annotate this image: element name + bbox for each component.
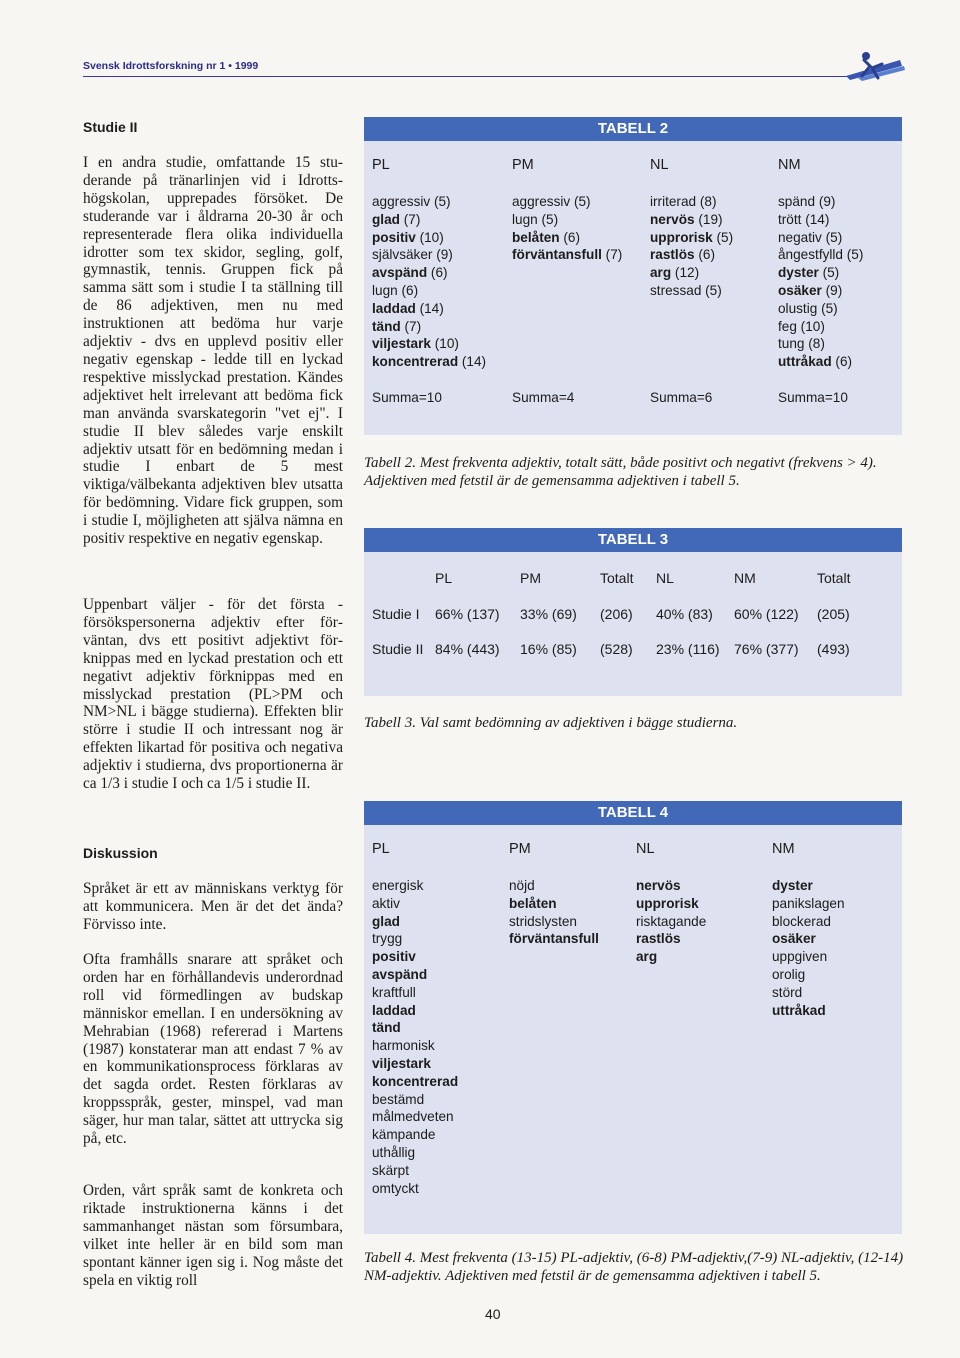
adjective-item — [372, 913, 458, 931]
adjective-frequency: (5) — [712, 229, 734, 245]
adjective-item — [372, 1019, 458, 1037]
adjective-frequency: (12) — [671, 265, 700, 281]
tabell-2-sum-pm: Summa=4 — [512, 390, 575, 405]
adjective-word: uppgiven — [772, 949, 828, 965]
adjective-item — [372, 282, 486, 300]
adjective-item — [372, 930, 458, 948]
adjective-frequency: (9) — [432, 247, 453, 263]
adjective-item — [372, 877, 458, 895]
adjective-frequency: (14) — [801, 211, 830, 227]
tabell-3-cell: (528) — [600, 641, 633, 657]
adjective-item — [772, 984, 845, 1002]
adjective-item — [372, 246, 486, 264]
studie2-section — [83, 119, 343, 135]
tabell-3-cell: 66% (137) — [435, 606, 500, 622]
tabell-3-caption-label: Tabell 3. — [364, 715, 416, 731]
adjective-word: dyster — [778, 265, 819, 281]
adjective-word: förväntansfull — [509, 931, 599, 947]
tabell-4-list-nm — [772, 877, 845, 1019]
adjective-item — [512, 229, 622, 247]
tabell-2-col-nm — [778, 157, 801, 175]
adjective-word: feg — [778, 318, 797, 334]
adjective-item — [636, 913, 706, 931]
adjective-word: kraftfull — [372, 984, 416, 1000]
adjective-item — [778, 246, 863, 264]
adjective-word: trygg — [372, 931, 403, 947]
adjective-frequency: (6) — [831, 354, 853, 370]
adjective-word: rastlös — [650, 247, 695, 263]
adjective-word: uthållig — [372, 1144, 416, 1160]
tabell-2-header-nm: NM — [778, 157, 801, 173]
adjective-word: lugn — [512, 211, 538, 227]
journal-header: Svensk Idrottsforskning nr 1 • 1999 — [83, 60, 259, 72]
adjective-frequency: (19) — [694, 211, 723, 227]
adjective-item — [772, 913, 845, 931]
adjective-frequency: (8) — [696, 194, 717, 209]
tabell-4-caption — [364, 1250, 904, 1285]
adjective-word: uttråkad — [778, 354, 832, 370]
tabell-2-title: TABELL 2 — [364, 117, 902, 141]
adjective-frequency: (5) — [818, 265, 840, 281]
adjective-item — [512, 246, 622, 264]
adjective-frequency: (9) — [815, 194, 836, 209]
tabell-4-header-pm — [509, 841, 531, 859]
adjective-item — [509, 913, 599, 931]
adjective-frequency: (7) — [399, 211, 421, 227]
tabell-2-list-nm — [778, 193, 863, 371]
adjective-frequency: (5) — [701, 282, 722, 298]
adjective-frequency: (6) — [397, 282, 419, 298]
diskussion-paragraph-1: Språket är ett av människans verktyg för att kommunicera. Men är det det ända? Förvisso inte. — [83, 880, 343, 933]
adjective-item — [372, 1055, 458, 1073]
adjective-item — [372, 1126, 458, 1144]
adjective-word: risktagande — [636, 913, 707, 929]
adjective-word: uttråkad — [772, 1002, 826, 1018]
adjective-item — [372, 193, 486, 211]
adjective-word: viljestark — [372, 1055, 431, 1071]
adjective-item — [778, 264, 863, 282]
adjective-word: självsäker — [372, 247, 433, 263]
adjective-frequency: (14) — [458, 354, 487, 370]
adjective-word: tänd — [372, 318, 401, 334]
adjective-word: avspänd — [372, 966, 428, 982]
tabell-3-header-totalt-2: Totalt — [817, 570, 851, 586]
adjective-word: nervös — [636, 878, 681, 893]
adjective-word: irriterad — [650, 194, 697, 209]
adjective-word: positiv — [372, 949, 416, 965]
studie2-heading: Studie II — [83, 119, 138, 135]
adjective-word: upprorisk — [650, 229, 713, 245]
tabell-3-cell: 16% (85) — [520, 641, 577, 657]
adjective-word: rastlös — [636, 931, 681, 947]
adjective-word: glad — [372, 211, 400, 227]
tabell-3-cell: 23% (116) — [656, 641, 720, 657]
adjective-word: energisk — [372, 878, 424, 893]
adjective-item — [372, 335, 486, 353]
adjective-word: nervös — [650, 211, 695, 227]
adjective-frequency: (5) — [843, 247, 864, 263]
tabell-3-caption-text: Val samt bedömning av adjektiven i bägge studierna. — [419, 715, 738, 731]
adjective-word: negativ — [778, 229, 822, 245]
tabell-4-header-pl — [372, 841, 390, 859]
adjective-word: kämpande — [372, 1127, 436, 1143]
adjective-word: ångestfylld — [778, 247, 843, 263]
tabell-2-caption-text: Mest frekventa adjektiv, totalt sätt, både positivt och negativt (frekvens > 4). Adjektiven med fetstil är de gemensamma adjektiven i tabell 5. — [364, 455, 877, 489]
adjective-word: harmonisk — [372, 1038, 435, 1054]
tabell-2-col-pm — [512, 157, 534, 175]
adjective-word: stridslysten — [509, 913, 577, 929]
adjective-item — [778, 193, 863, 211]
adjective-item — [372, 318, 486, 336]
adjective-frequency: (5) — [817, 300, 838, 316]
adjective-item — [512, 211, 622, 229]
tabell-3-cell: 84% (443) — [435, 641, 500, 657]
adjective-item — [650, 229, 733, 247]
tabell-3-header-nl: NL — [656, 570, 674, 586]
adjective-word: positiv — [372, 229, 416, 245]
diskussion-body-2 — [83, 951, 343, 1148]
adjective-item — [372, 353, 486, 371]
header-rule — [83, 76, 858, 77]
tabell-4-header-nm-label: NM — [772, 841, 795, 857]
adjective-item — [372, 1073, 458, 1091]
adjective-word: arg — [650, 265, 672, 281]
adjective-item — [372, 1091, 458, 1109]
adjective-item — [636, 895, 706, 913]
adjective-item — [372, 1144, 458, 1162]
tabell-3-header-totalt-1: Totalt — [600, 570, 634, 586]
studie2-body — [83, 154, 343, 548]
tabell-2-header-pl: PL — [372, 157, 390, 173]
tabell-4-header-pl-label: PL — [372, 841, 390, 857]
adjective-item — [372, 1108, 458, 1126]
adjective-frequency: (5) — [570, 194, 591, 209]
tabell-4-header-nm — [772, 841, 795, 859]
diskussion-paragraph-3: Orden, vårt språk samt de konkreta och riktade instruktionerna känns i det sammanhanget nästan som försumbara, vilket inte heller är en bild som man spontant känner igen sig i. Nog måste det spela en viktig roll — [83, 1182, 343, 1289]
adjective-item — [636, 877, 706, 895]
diskussion-body-3 — [83, 1182, 343, 1289]
page-number: 40 — [485, 1306, 501, 1322]
adjective-word: laddad — [372, 300, 416, 316]
adjective-word: panikslagen — [772, 895, 845, 911]
tabell-2-caption — [364, 455, 904, 490]
adjective-word: viljestark — [372, 336, 431, 352]
adjective-item — [650, 193, 733, 211]
adjective-item — [372, 211, 486, 229]
adjective-word: nöjd — [509, 878, 535, 893]
adjective-word: störd — [772, 984, 803, 1000]
adjective-item — [778, 353, 863, 371]
tabell-3 — [364, 528, 902, 696]
adjective-frequency: (8) — [804, 336, 825, 352]
tabell-4-caption-label: Tabell 4. — [364, 1250, 416, 1266]
tabell-3-cell: 60% (122) — [734, 606, 799, 622]
adjective-word: aktiv — [372, 895, 400, 911]
adjective-item — [509, 877, 599, 895]
tabell-2-list-nl — [650, 193, 733, 300]
tabell-2-list-pl — [372, 193, 486, 371]
studie2-body-2 — [83, 596, 343, 793]
tabell-4-title: TABELL 4 — [364, 801, 902, 825]
tabell-3-header-nm: NM — [734, 570, 756, 586]
tabell-2-col-pl — [372, 157, 390, 175]
tabell-3-cell: (493) — [817, 641, 850, 657]
adjective-frequency: (6) — [559, 229, 580, 245]
adjective-word: olustig — [778, 300, 818, 316]
adjective-item — [372, 264, 486, 282]
diskussion-paragraph-2: Ofta framhålls snarare att språket och orden har en förhållandevis underordnad roll vid förmedlingen av budskap människor emellan. I en undersökning av Mehrabian (1968) refererad i Martens (1987) konstaterar man att endast 7 % av en kommunikationsprocess förklaras av det sagda ordet. Resten förklaras av kroppsspråk, gester, minspel, vad man säger, hur man talar, sättet att uttrycka sig på, etc. — [83, 951, 343, 1148]
adjective-item — [772, 895, 845, 913]
adjective-item — [778, 282, 863, 300]
adjective-frequency: (10) — [415, 229, 444, 245]
adjective-frequency: (6) — [427, 265, 448, 281]
adjective-frequency: (5) — [430, 194, 451, 209]
tabell-4-header-nl — [636, 841, 655, 859]
adjective-word: osäker — [778, 282, 822, 298]
adjective-word: belåten — [512, 229, 560, 245]
tabell-4-caption-text: Mest frekventa (13-15) PL-adjektiv, (6-8) PM-adjektiv,(7-9) NL-adjektiv, (12-14) NM-adjektiv. Adjektiven med fetstil är de gemensamma adjektiven i tabell 5. — [364, 1250, 904, 1284]
tabell-4-list-pm — [509, 877, 599, 948]
adjective-word: avspänd — [372, 265, 428, 281]
studie2-paragraph-1: I en andra studie, omfattande 15 studerande på tränarlinjen vid i Idrottshögskolan, upprepades försöket. De studerande var i åldrarna 20-30 år och representerade flera olika individuella idrotter som tex skidor, segling, golf, gymnastik, tennis. Gruppen fick på samma sätt som i studie I ta ställning till de 86 adjektiven, men nu med instruktionen att bedöma hur varje adjektiv - dvs en upplevd positiv eller negativ egenskap - ledde till en lyckad respektive misslyckad prestation. Kändes adjektivet helt irrelevant att bedöma fick man använda svarskategorin "vet ej". I studie II blev således varje enskilt adjektiv utsatt för en bedömning medan i studie I enbart de 5 mest viktiga/välbekanta adjektiven blev utsatta för bedömning. Vidare fick gruppen, som i studie I, möjligheten att själva nämna en positiv respektive en negativ egenskap. — [83, 154, 343, 548]
adjective-word: koncentrerad — [372, 354, 459, 370]
runner-logo-icon — [838, 46, 908, 86]
tabell-2-header-nl: NL — [650, 157, 669, 173]
adjective-item — [650, 211, 733, 229]
tabell-3-cell: 76% (377) — [734, 641, 799, 657]
diskussion-body-1 — [83, 880, 343, 934]
adjective-frequency: (5) — [537, 211, 559, 227]
tabell-4 — [364, 801, 902, 1234]
adjective-word: trött — [778, 211, 802, 227]
diskussion-section — [83, 845, 343, 861]
adjective-item — [372, 948, 458, 966]
adjective-frequency: (10) — [430, 336, 459, 352]
adjective-word: stressad — [650, 282, 702, 298]
diskussion-heading: Diskussion — [83, 845, 158, 861]
adjective-item — [372, 984, 458, 1002]
tabell-3-cell: 33% (69) — [520, 606, 577, 622]
adjective-item — [772, 948, 845, 966]
adjective-word: blockerad — [772, 913, 831, 929]
adjective-item — [372, 1037, 458, 1055]
tabell-2-header-pm: PM — [512, 157, 534, 173]
tabell-3-title: TABELL 3 — [364, 528, 902, 552]
adjective-word: målmedveten — [372, 1109, 454, 1125]
adjective-word: osäker — [772, 931, 816, 947]
tabell-2-sum-nm: Summa=10 — [778, 390, 848, 405]
adjective-frequency: (5) — [821, 229, 843, 245]
tabell-2-list-pm — [512, 193, 622, 264]
adjective-item — [650, 246, 733, 264]
adjective-item — [650, 282, 733, 300]
adjective-word: tung — [778, 336, 805, 352]
adjective-word: förväntansfull — [512, 247, 602, 263]
tabell-4-list-nl — [636, 877, 706, 966]
tabell-2-col-nl — [650, 157, 669, 175]
tabell-3-cell: 40% (83) — [656, 606, 713, 622]
adjective-word: lugn — [372, 282, 398, 298]
adjective-item — [778, 300, 863, 318]
tabell-3-header-pl: PL — [435, 570, 453, 586]
tabell-3-caption — [364, 715, 904, 733]
adjective-word: dyster — [772, 878, 813, 893]
adjective-item — [778, 318, 863, 336]
adjective-frequency: (9) — [821, 282, 843, 298]
adjective-word: belåten — [509, 895, 557, 911]
adjective-word: laddad — [372, 1002, 416, 1018]
adjective-word: spänd — [778, 194, 816, 209]
adjective-item — [772, 966, 845, 984]
tabell-2-sum-nl: Summa=6 — [650, 390, 713, 405]
adjective-frequency: (7) — [601, 247, 623, 263]
adjective-word: glad — [372, 913, 400, 929]
tabell-3-cell: (205) — [817, 606, 850, 622]
tabell-4-header-pm-label: PM — [509, 841, 531, 857]
tabell-4-header-nl-label: NL — [636, 841, 655, 857]
tabell-2-sum-pl: Summa=10 — [372, 390, 442, 405]
adjective-item — [772, 930, 845, 948]
adjective-word: bestämd — [372, 1091, 425, 1107]
adjective-item — [372, 966, 458, 984]
adjective-item — [512, 193, 622, 211]
adjective-word: upprorisk — [636, 895, 699, 911]
adjective-word: tänd — [372, 1020, 401, 1036]
tabell-2 — [364, 117, 902, 435]
adjective-item — [372, 229, 486, 247]
tabell-3-cell: (206) — [600, 606, 633, 622]
tabell-3-header-pm: PM — [520, 570, 541, 586]
tabell-3-row-label: Studie II — [372, 641, 424, 657]
adjective-item — [778, 335, 863, 353]
adjective-item — [772, 1002, 845, 1020]
tabell-4-list-pl — [372, 877, 458, 1197]
adjective-item — [372, 1180, 458, 1198]
adjective-item — [636, 948, 706, 966]
adjective-word: omtyckt — [372, 1180, 419, 1196]
adjective-word: skärpt — [372, 1162, 410, 1178]
adjective-frequency: (6) — [694, 247, 715, 263]
adjective-item — [372, 1002, 458, 1020]
studie2-paragraph-2: Uppenbart väljer - för det första - försökspersonerna adjektiv efter förväntan, dvs ett positivt adjektivt förknippas med en lyckad prestation och ett negativt adjektiv förknippas med en misslyckad prestation (PL>PM och NM>NL i bägge studierna). Effekten blir större i studie II och intressant nog är effekten likartad för positiva och negativa adjektiv i studierna, dvs proportionerna är ca 1/3 i studie I och ca 1/5 i studie II. — [83, 596, 343, 793]
adjective-item — [509, 930, 599, 948]
adjective-item — [372, 300, 486, 318]
adjective-word: aggressiv — [512, 194, 571, 209]
adjective-item — [778, 211, 863, 229]
adjective-item — [650, 264, 733, 282]
adjective-item — [509, 895, 599, 913]
adjective-item — [772, 877, 845, 895]
adjective-word: arg — [636, 949, 658, 965]
adjective-item — [778, 229, 863, 247]
adjective-word: koncentrerad — [372, 1073, 459, 1089]
adjective-word: orolig — [772, 966, 806, 982]
adjective-item — [372, 895, 458, 913]
adjective-item — [372, 1162, 458, 1180]
adjective-frequency: (7) — [400, 318, 422, 334]
adjective-item — [636, 930, 706, 948]
tabell-3-row-label: Studie I — [372, 606, 420, 622]
adjective-frequency: (10) — [796, 318, 825, 334]
tabell-2-caption-label: Tabell 2. — [364, 455, 416, 471]
adjective-frequency: (14) — [415, 300, 444, 316]
adjective-word: aggressiv — [372, 194, 431, 209]
